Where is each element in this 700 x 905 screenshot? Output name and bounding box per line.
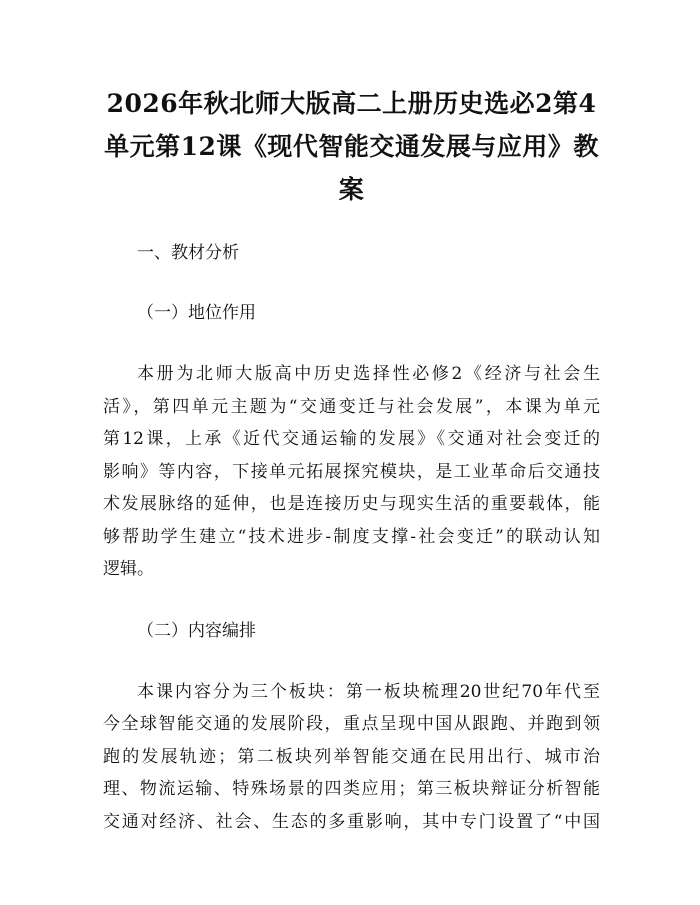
paragraph-line: 本课内容分为三个板块：第一板块梳理20世纪70年代至 [137, 681, 600, 702]
document-body [103, 238, 600, 838]
title-line-3: 案 [338, 175, 365, 204]
paragraph-line: 跑的发展轨迹；第二板块列举智能交通在民用出行、城市治 [103, 746, 600, 767]
paragraph-line: 逻辑。 [103, 559, 154, 579]
paragraph-content-arrangement [103, 676, 600, 839]
title-line-2: 单元第12课《现代智能交通发展与应用》教 [104, 132, 599, 161]
subsection-heading-position-role: （一）地位作用 [137, 303, 256, 323]
paragraph-line: 够帮助学生建立“技术进步-制度支撑-社会变迁”的联动认知 [103, 526, 600, 547]
document-title [103, 82, 600, 211]
paragraph-line: 第12课，上承《近代交通运输的发展》《交通对社会变迁的 [103, 429, 600, 449]
paragraph-line: 今全球智能交通的发展阶段，重点呈现中国从跟跑、并跑到领 [103, 714, 600, 734]
paragraph-line: 理、物流运输、特殊场景的四类应用；第三板块辩证分析智能 [103, 779, 600, 799]
title-line-1: 2026年秋北师大版高二上册历史选必2第4 [106, 89, 597, 118]
subsection-heading-content-arrangement: （二）内容编排 [137, 620, 256, 641]
paragraph-line: 交通对经济、社会、生态的多重影响，其中专门设置了“中国 [103, 811, 600, 832]
paragraph-line: 本册为北师大版高中历史选择性必修2《经济与社会生 [137, 364, 600, 384]
section-heading-teaching-material-analysis: 一、教材分析 [137, 243, 239, 263]
paragraph-line: 术发展脉络的延伸，也是连接历史与现实生活的重要载体，能 [103, 494, 600, 514]
paragraph-position-role [103, 358, 600, 586]
paragraph-line: 活》，第四单元主题为“交通变迁与社会发展”，本课为单元 [103, 396, 600, 417]
paragraph-line: 影响》等内容，下接单元拓展探究模块，是工业革命后交通技 [103, 461, 600, 482]
